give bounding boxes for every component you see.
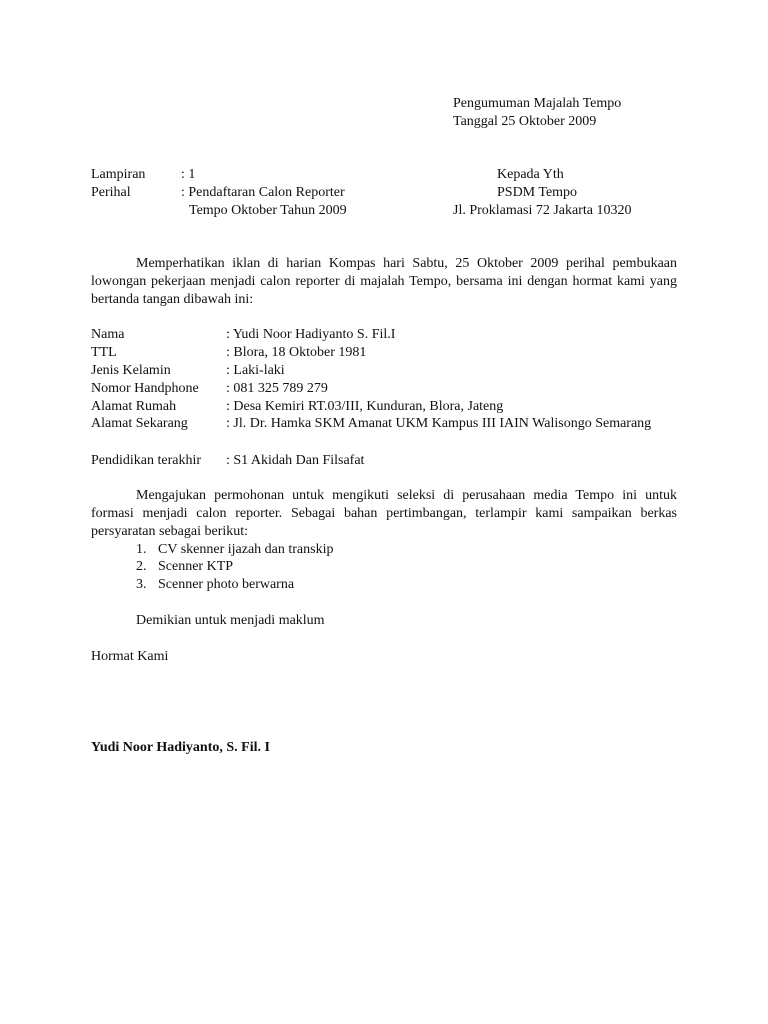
recipient-address: Jl. Proklamasi 72 Jakarta 10320 <box>453 203 632 218</box>
detail-row <box>91 415 677 451</box>
detail-row <box>91 362 677 380</box>
list-item <box>136 558 233 576</box>
detail-value: : Laki-laki <box>226 363 285 378</box>
detail-value: : Blora, 18 Oktober 1981 <box>226 345 367 360</box>
detail-row <box>91 326 677 344</box>
detail-value: : 081 325 789 279 <box>226 381 328 396</box>
lampiran-value: : 1 <box>181 167 196 182</box>
detail-label: Nomor Handphone <box>91 381 199 396</box>
detail-value: : Yudi Noor Hadiyanto S. Fil.I <box>226 327 396 342</box>
list-number: 3. <box>136 577 147 592</box>
greeting: Hormat Kami <box>91 649 169 664</box>
recipient-line-2: PSDM Tempo <box>497 185 578 200</box>
header-title: Pengumuman Majalah Tempo <box>453 96 622 111</box>
list-number: 2. <box>136 559 147 574</box>
list-text: Scenner photo berwarna <box>158 577 295 592</box>
lampiran-label: Lampiran <box>91 167 146 182</box>
perihal-value-2: Tempo Oktober Tahun 2009 <box>189 203 347 218</box>
detail-label: Alamat Sekarang <box>91 416 188 431</box>
list-text: CV skenner ijazah dan transkip <box>158 542 334 557</box>
detail-label: Jenis Kelamin <box>91 363 171 378</box>
intro-paragraph: Memperhatikan iklan di harian Kompas hari Sabtu, 25 Oktober 2009 perihal pembukaan lowongan pekerjaan menjadi calon reporter di majalah Tempo, bersama ini dengan hormat kami yang bertanda tangan dibawah ini: <box>91 256 677 307</box>
detail-value: : S1 Akidah Dan Filsafat <box>226 453 365 468</box>
closing-line: Demikian untuk menjadi maklum <box>136 613 325 628</box>
signer-name: Yudi Noor Hadiyanto, S. Fil. I <box>91 740 270 755</box>
detail-label: TTL <box>91 345 117 360</box>
perihal-label: Perihal <box>91 185 131 200</box>
detail-row <box>91 380 677 398</box>
detail-value: : Desa Kemiri RT.03/III, Kunduran, Blora, Jateng <box>226 399 504 414</box>
detail-label: Pendidikan terakhir <box>91 453 202 468</box>
list-number: 1. <box>136 542 147 557</box>
detail-value: : Jl. Dr. Hamka SKM Amanat UKM Kampus III IAIN Walisongo Semarang <box>226 416 652 431</box>
detail-row <box>91 398 677 416</box>
request-paragraph: Mengajukan permohonan untuk mengikuti seleksi di perusahaan media Tempo ini untuk formasi menjadi calon reporter. Sebagai bahan pertimbangan, terlampir kami sampaikan berkas persyaratan sebagai berikut: <box>91 488 677 539</box>
list-item <box>136 541 333 559</box>
list-text: Scenner KTP <box>158 559 234 574</box>
list-item <box>136 576 294 594</box>
recipient-line-1: Kepada Yth <box>497 167 564 182</box>
detail-label: Nama <box>91 327 125 342</box>
detail-row <box>91 452 677 470</box>
header-date: Tanggal 25 Oktober 2009 <box>453 114 597 129</box>
detail-label: Alamat Rumah <box>91 399 177 414</box>
perihal-value-1: : Pendaftaran Calon Reporter <box>181 185 345 200</box>
detail-row <box>91 344 677 362</box>
